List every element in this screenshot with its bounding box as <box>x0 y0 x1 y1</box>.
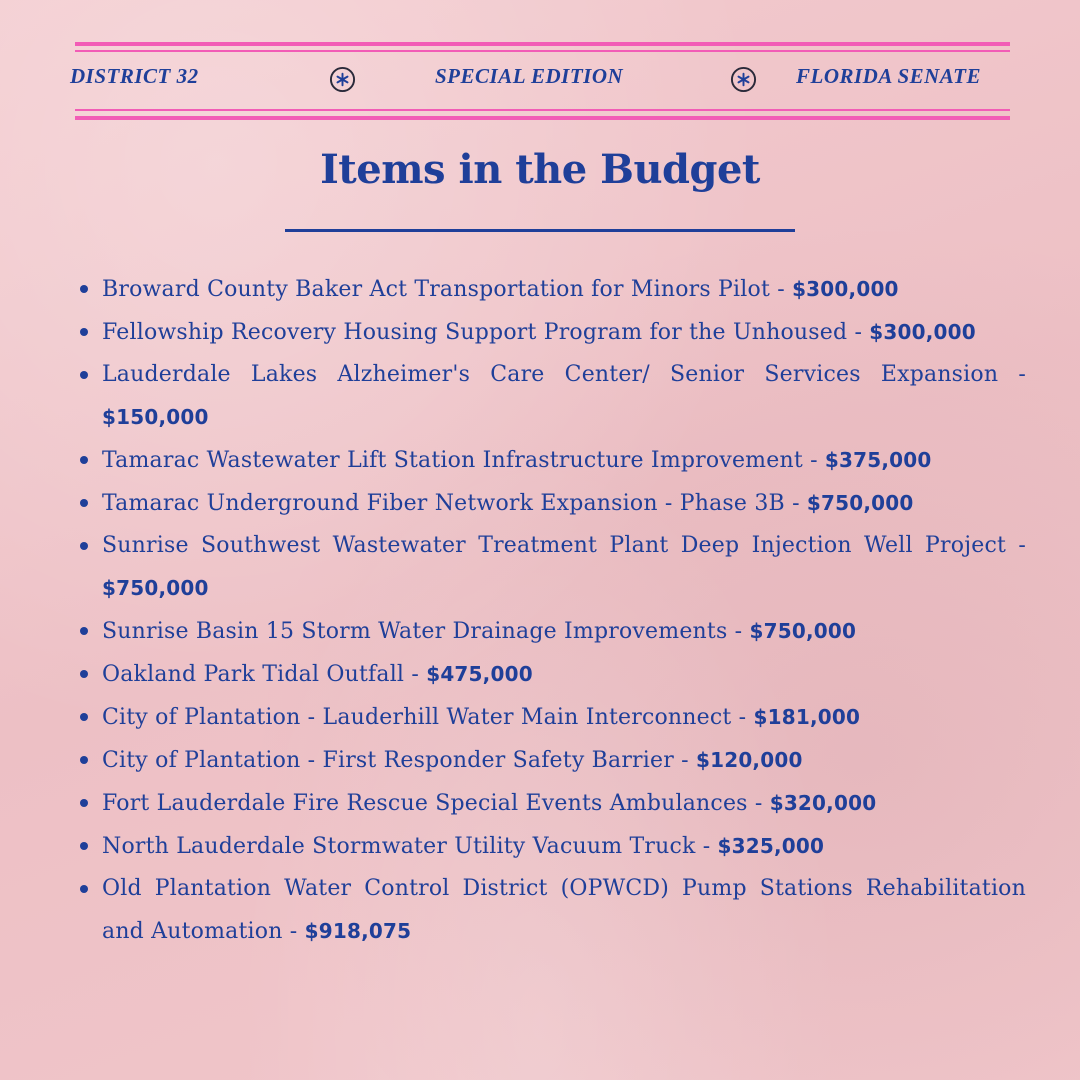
item-amount: $918,075 <box>304 919 412 943</box>
item-amount: $150,000 <box>102 405 209 429</box>
item-name: Sunrise Southwest Wastewater Treatment Plant Deep Injection Well Project <box>102 533 1007 558</box>
item-name: Sunrise Basin 15 Storm Water Drainage Improvements <box>102 619 728 644</box>
list-item: Tamarac Wastewater Lift Station Infrastructure Improvement - $375,000 <box>102 439 1026 482</box>
list-item: Broward County Baker Act Transportation for Minors Pilot - $300,000 <box>102 268 1026 311</box>
masthead-rule-thick <box>75 116 1010 120</box>
bullet-icon <box>80 499 88 507</box>
item-amount: $475,000 <box>426 662 533 686</box>
title-underline <box>285 229 795 232</box>
bullet-icon <box>80 842 88 850</box>
list-item: Sunrise Basin 15 Storm Water Drainage Improvements - $750,000 <box>102 610 1026 653</box>
item-amount: $181,000 <box>753 705 861 729</box>
item-amount: $300,000 <box>792 277 899 301</box>
item-name: Oakland Park Tidal Outfall <box>102 662 405 687</box>
masthead-rule-thin <box>75 109 1010 111</box>
item-amount: $300,000 <box>869 320 976 344</box>
list-item: Sunrise Southwest Wastewater Treatment Plant Deep Injection Well Project - $750,000 <box>102 525 1026 610</box>
item-name: Fellowship Recovery Housing Support Program for the Unhoused <box>102 320 848 345</box>
bullet-icon <box>80 285 88 293</box>
bullet-icon <box>80 371 88 379</box>
item-name: Tamarac Underground Fiber Network Expansion - Phase 3B <box>102 491 785 516</box>
list-item: City of Plantation - First Responder Safety Barrier - $120,000 <box>102 739 1026 782</box>
item-name: Tamarac Wastewater Lift Station Infrastructure Improvement <box>102 448 803 473</box>
item-amount: $750,000 <box>806 491 914 515</box>
bullet-icon <box>80 756 88 764</box>
list-item: Fort Lauderdale Fire Rescue Special Events Ambulances - $320,000 <box>102 782 1026 825</box>
item-amount: $375,000 <box>824 448 932 472</box>
page-title: Items in the Budget <box>320 146 760 193</box>
bullet-icon <box>80 456 88 464</box>
item-amount: $325,000 <box>717 834 825 858</box>
item-amount: $750,000 <box>102 576 209 600</box>
list-item: Fellowship Recovery Housing Support Program for the Unhoused - $300,000 <box>102 311 1026 354</box>
bullet-icon <box>80 670 88 678</box>
item-name: City of Plantation - First Responder Safety Barrier <box>102 748 674 773</box>
item-name: City of Plantation - Lauderhill Water Main Interconnect <box>102 705 732 730</box>
list-item: Old Plantation Water Control District (OPWCD) Pump Stations Rehabilitation and Automation - $918,075 <box>102 868 1026 953</box>
list-item: Lauderdale Lakes Alzheimer's Care Center/ Senior Services Expansion - $150,000 <box>102 354 1026 439</box>
list-item: Oakland Park Tidal Outfall - $475,000 <box>102 653 1026 696</box>
bullet-icon <box>80 713 88 721</box>
top-rule-thin <box>75 50 1010 52</box>
item-name: Old Plantation Water Control District (OPWCD) Pump Stations Rehabilitation and Automation <box>102 876 1026 944</box>
masthead-senate: FLORIDA SENATE <box>796 64 981 88</box>
item-name: Lauderdale Lakes Alzheimer's Care Center/ Senior Services Expansion <box>102 362 999 387</box>
list-item: City of Plantation - Lauderhill Water Main Interconnect - $181,000 <box>102 696 1026 739</box>
bullet-icon <box>80 799 88 807</box>
list-item: North Lauderdale Stormwater Utility Vacuum Truck - $325,000 <box>102 825 1026 868</box>
asterisk-circle-icon <box>730 66 757 93</box>
asterisk-circle-icon <box>329 66 356 93</box>
masthead-edition: SPECIAL EDITION <box>435 64 624 88</box>
item-amount: $320,000 <box>769 791 877 815</box>
bullet-icon <box>80 542 88 550</box>
list-item: Tamarac Underground Fiber Network Expansion - Phase 3B - $750,000 <box>102 482 1026 525</box>
item-amount: $120,000 <box>695 748 803 772</box>
item-name: Fort Lauderdale Fire Rescue Special Events Ambulances <box>102 791 748 816</box>
item-amount: $750,000 <box>749 619 857 643</box>
masthead <box>70 58 1015 98</box>
bullet-icon <box>80 328 88 336</box>
top-rule-thick <box>75 42 1010 46</box>
masthead-district: DISTRICT 32 <box>70 64 199 88</box>
bullet-icon <box>80 627 88 635</box>
item-name: North Lauderdale Stormwater Utility Vacuum Truck <box>102 834 696 859</box>
bullet-icon <box>80 885 88 893</box>
item-name: Broward County Baker Act Transportation for Minors Pilot <box>102 277 771 302</box>
budget-list <box>102 268 1026 953</box>
